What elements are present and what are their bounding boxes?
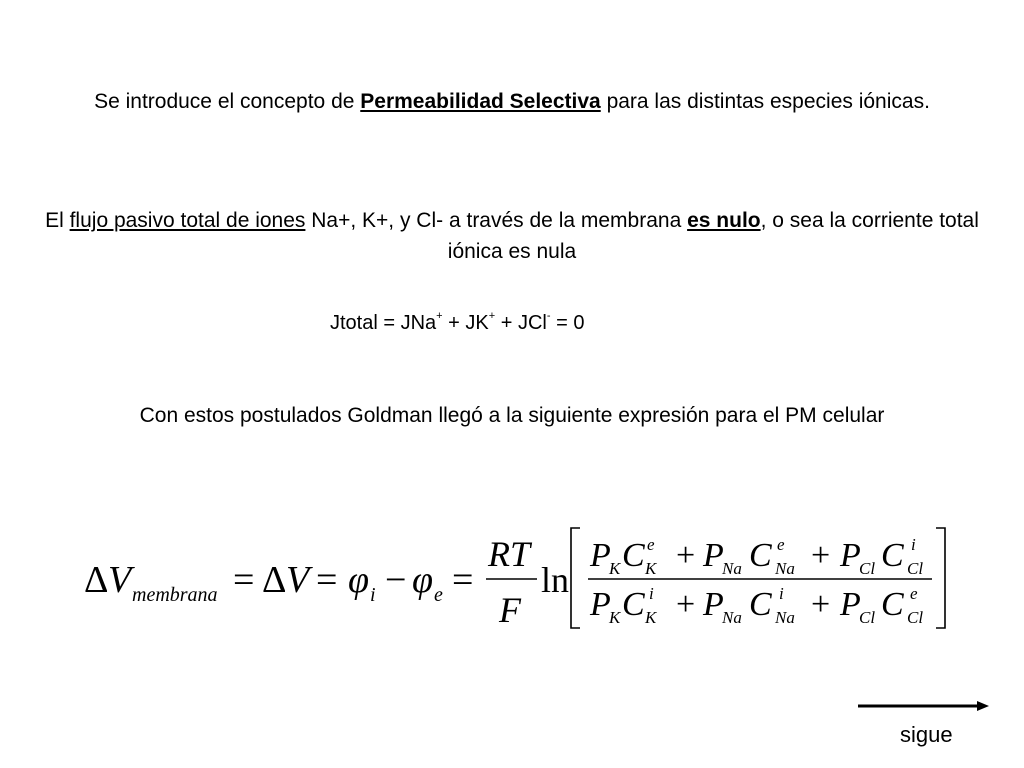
p-na-den: P [703, 586, 724, 623]
i-sup-na-den: i [779, 584, 784, 603]
c-na-num: C [749, 537, 772, 574]
plus-1-den: + [676, 586, 696, 623]
cl-charge: - [546, 310, 551, 322]
cl-sub-den: Cl [859, 608, 876, 627]
null-term: es nulo [687, 209, 761, 232]
equals-zero: = 0 [550, 312, 585, 334]
cl-sub-num: Cl [859, 559, 876, 578]
na-charge: + [436, 310, 443, 322]
flux-text-start: El [45, 209, 70, 232]
flux-text-middle: Na+, K+, y Cl- a través de la membrana [305, 209, 688, 232]
f-denominator: F [499, 590, 521, 630]
left-bracket [571, 528, 580, 628]
i-subscript: i [370, 584, 376, 606]
k-sub-den: K [609, 608, 621, 627]
i-sup-cl-num: i [911, 535, 916, 554]
passive-flux-term: flujo pasivo total de iones [69, 209, 306, 232]
na-sub-den: Na [722, 608, 742, 627]
e-sup-k-num: e [647, 535, 655, 554]
intro-text: Se introduce el concepto de [94, 90, 361, 113]
e-sup-cl-den: e [910, 584, 918, 603]
delta-symbol-2: Δ [262, 559, 287, 601]
intro-paragraph [40, 86, 984, 117]
k-sub-c-num: K [645, 559, 657, 578]
plus-2-num: + [811, 537, 831, 574]
goldman-intro: Con estos postulados Goldman llegó a la siguiente expresión para el PM celular [139, 404, 885, 427]
e-subscript: e [434, 584, 443, 606]
phi-i: φ [348, 559, 370, 601]
p-na-num: P [703, 537, 724, 574]
i-sup-k-den: i [649, 584, 654, 603]
jcl-text: + JCl [495, 312, 547, 334]
k-charge: + [488, 310, 496, 322]
flux-paragraph [40, 205, 984, 267]
delta-symbol: Δ [84, 559, 109, 601]
jtotal-text: Jtotal = JNa [330, 312, 437, 334]
phi-e: φ [412, 559, 434, 601]
right-bracket [936, 528, 945, 628]
na-sub-num: Na [722, 559, 742, 578]
equals-3: = [452, 559, 474, 601]
v-symbol: V [108, 559, 132, 601]
p-k-den: P [590, 586, 611, 623]
goldman-equation [0, 500, 1024, 660]
flux-text-end: , o sea la corriente total iónica es nula [447, 209, 979, 263]
membrana-subscript: membrana [132, 584, 218, 606]
rt-numerator: RT [488, 534, 531, 574]
v-symbol-2: V [286, 559, 310, 601]
e-sup-na-num: e [777, 535, 785, 554]
na-sub-c-num: Na [775, 559, 795, 578]
p-cl-num: P [840, 537, 861, 574]
cl-sub-c-den: Cl [907, 608, 924, 627]
c-k-num: C [622, 537, 645, 574]
plus-2-den: + [811, 586, 831, 623]
k-sub-num: K [609, 559, 621, 578]
next-link[interactable]: sigue [900, 722, 953, 747]
k-sub-c-den: K [645, 608, 657, 627]
right-arrow-icon[interactable] [855, 690, 995, 720]
c-na-den: C [749, 586, 772, 623]
jk-text: + JK [442, 312, 489, 334]
plus-1-num: + [676, 537, 696, 574]
intro-text-end: para las distintas especies iónicas. [600, 90, 930, 113]
na-sub-c-den: Na [775, 608, 795, 627]
p-k-num: P [590, 537, 611, 574]
c-cl-den: C [881, 586, 904, 623]
c-k-den: C [622, 586, 645, 623]
cl-sub-c-num: Cl [907, 559, 924, 578]
ln-symbol: ln [541, 560, 570, 600]
p-cl-den: P [840, 586, 861, 623]
minus-sign: − [385, 559, 407, 601]
c-cl-num: C [881, 537, 904, 574]
selective-permeability-term: Permeabilidad Selectiva [360, 90, 601, 113]
total-flux-equation [330, 312, 584, 335]
equals-1: = [233, 559, 255, 601]
equals-2: = [316, 559, 338, 601]
